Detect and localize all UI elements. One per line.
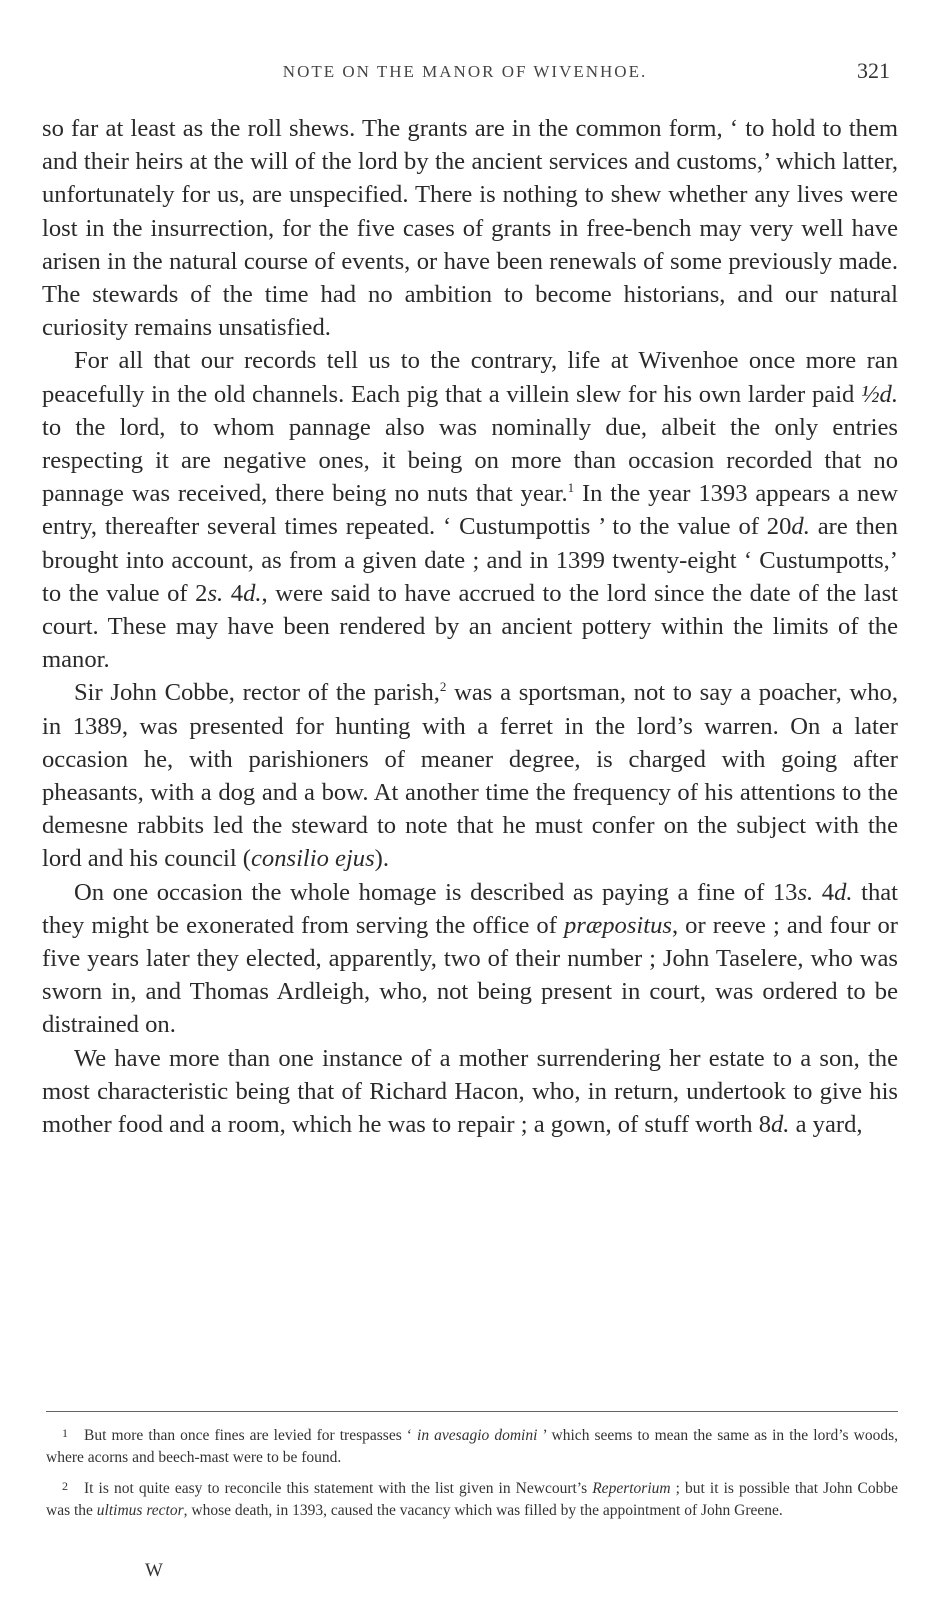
italic-run: d. [771,1111,790,1139]
italic-run: s. [797,878,814,906]
text-run: , were said to have accrued to the lord since the date of the last court. These may have been rendered by an ancient pottery within the limits of the manor. [42,579,899,674]
italic-run: præpositus [563,911,672,939]
text-run: are then brought into account, as from a given date ; and in 1399 twenty-eight ‘ Custumpotts,’ to the value of 2 [42,513,898,607]
text-run: , whose death, in 1393, caused the vacancy which was filled by the appointment of John Greene. [183,1501,783,1519]
text-run: so far at least as the roll shews. The grants are in the common form, ‘ to hold to them and their heirs at the will of the lord by the ancient services and customs,’ which latter, unfortunately for us, are unspecified. There is nothing to shew whether any lives were lost in the insurrection, for the five cases of grants in free-bench may very well have arisen in the natural course of events, or have been renewals of some previously made. The stewards of the time had no ambition to become historians, and our natural curiosity remains unsatisfied. [42,115,898,342]
text-run: We have more than one instance of a mother surrendering her estate to a son, the most characteristic being that of Richard Hacon, who, in return, undertook to give his mother food and a room, which he was to repair ; a gown, of stuff worth 8 [42,1044,898,1139]
footnotes [46,1423,898,1529]
italic-run: d. [791,513,810,541]
text-run: Sir John Cobbe, rector of the parish, [74,679,440,707]
text-run: that they might be exonerated from serving the office of [42,878,898,939]
text-run: to the lord, to whom pannage also was nominally due, albeit the only entries respecting it are negative ones, it being on more than occasion recorded that no pannage was received, there being no nuts that year. [42,413,898,508]
body-text [42,112,898,1141]
footnote-ref-2[interactable]: 2 [439,679,447,695]
page-number: 321 [857,58,890,83]
footnote-divider [46,1411,898,1412]
text-run: ). [374,845,389,873]
italic-run: ultimus rector [96,1501,184,1519]
text-run: ’ which seems to mean the same as in the lord’s woods, where acorns and beech-mast were to be found. [46,1427,898,1466]
page-header [40,58,890,88]
italic-run: s. [207,579,224,607]
paragraph-2 [42,344,898,676]
footnote-ref-1[interactable]: 1 [567,480,575,496]
paragraph-1 [42,112,898,344]
text-run: was a sportsman, not to say a poacher, who, in 1389, was presented for hunting with a ferret in the lord’s warren. On a later occasion he, with parishioners of meaner degree, is charged with going after pheasants, with a dog and a bow. At another time the frequency of his attentions to the demesne rabbits led the steward to note that he must confer on the subject with the lord and his council ( [42,679,898,873]
text-run: , or reeve ; and four or five years later they elected, apparently, two of their number ; John Taselere, who was sworn in, and Thomas Ardleigh, who, not being present in court, was ordered to be distrained on. [42,911,898,1039]
text-run: 4 [813,878,835,906]
text-run: On one occasion the whole homage is described as paying a fine of 13 [74,878,798,906]
italic-run: ½d. [861,380,898,408]
signature-mark: W [145,1560,163,1581]
footnote-number: 1 [62,1426,68,1440]
footnote-2 [46,1476,898,1521]
italic-run: consilio ejus [251,845,375,873]
running-title: NOTE ON THE MANOR OF WIVENHOE. [282,62,648,81]
italic-run: Repertorium [592,1480,671,1497]
italic-run: d. [834,878,853,906]
paragraph-4 [42,876,898,1042]
italic-run: d. [243,579,262,607]
italic-run: in avesagio domini [417,1427,538,1444]
footnote-1 [46,1423,898,1468]
text-run: For all that our records tell us to the contrary, life at Wivenhoe once more ran peacefully in the old channels. Each pig that a villein slew for his own larder paid [42,347,898,408]
footnote-number: 2 [62,1479,68,1493]
text-run: In the year 1393 appears a new entry, thereafter several times repeated. ‘ Custumpottis ’ to the value of 20 [42,480,898,541]
paragraph-5 [42,1042,898,1142]
text-run: It is not quite easy to reconcile this statement with the list given in Newcourt’s [84,1480,593,1497]
text-run: But more than once fines are levied for trespasses ‘ [84,1427,418,1444]
text-run: a yard, [789,1111,863,1139]
text-run: 4 [223,579,244,607]
text-run: ; but it is possible that John Cobbe was the [46,1480,898,1519]
paragraph-3 [42,676,898,875]
